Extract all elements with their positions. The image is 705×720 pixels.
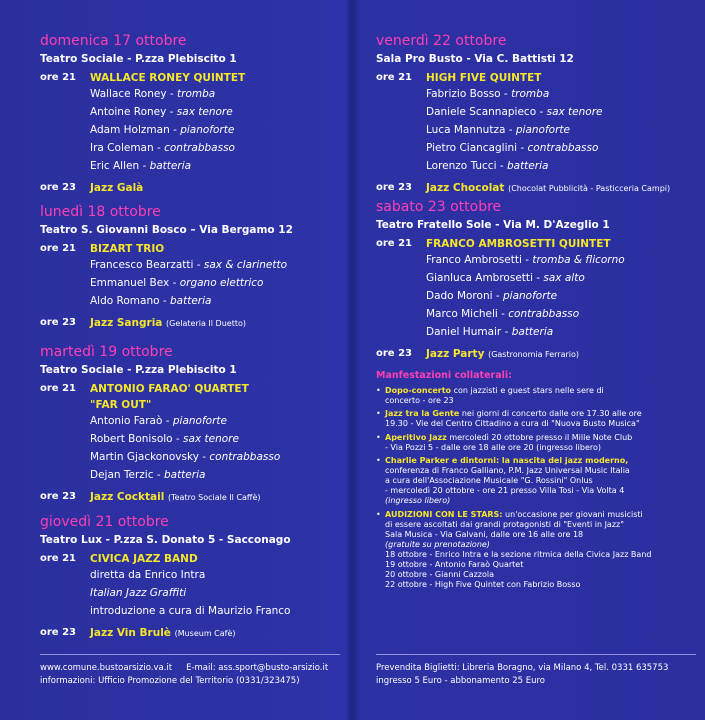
- member-instrument: pianoforte: [172, 415, 227, 427]
- venue-text: Teatro S. Giovanni Bosco – Via Bergamo 12: [40, 224, 293, 236]
- member-name: introduzione a cura di Maurizio Franco: [90, 605, 291, 617]
- member-name: Adam Holzman -: [90, 124, 181, 136]
- member-name: Dado Moroni -: [426, 290, 503, 302]
- collateral-label: Jazz tra la Gente: [385, 409, 460, 419]
- member-instrument: sax & clarinetto: [203, 259, 288, 271]
- event-time: ore 23: [376, 348, 412, 359]
- member-instrument: batteria: [506, 160, 549, 172]
- event-title: Jazz Sangria: [90, 317, 163, 329]
- member-row: [90, 433, 239, 445]
- email-link[interactable]: E-mail: ass.sport@busto-arsizio.it: [186, 663, 329, 673]
- event-name: [90, 627, 236, 639]
- day-heading: giovedì 21 ottobre: [40, 514, 169, 530]
- member-name: Luca Mannutza -: [426, 124, 516, 136]
- member-row: [90, 451, 280, 463]
- concert-time: ore 21: [376, 238, 412, 249]
- member-row: [426, 142, 598, 154]
- event-title: Jazz Party: [426, 348, 485, 360]
- collateral-line: 19 ottobre - Antonio Faraò Quartet: [385, 560, 524, 570]
- price-text: ingresso 5 Euro - abbonamento 25 Euro: [376, 676, 545, 686]
- member-row: [426, 88, 549, 100]
- collateral-label: AUDIZIONI CON LE STARS:: [385, 510, 503, 520]
- band-name: CIVICA JAZZ BAND: [90, 553, 198, 565]
- member-row: [426, 308, 579, 320]
- venue-text: Teatro Fratello Sole - Via M. D'Azeglio 1: [376, 219, 610, 231]
- event-name: [90, 182, 143, 194]
- event-name: [426, 348, 579, 360]
- collateral-line: - mercoledì 20 ottobre - ore 21 presso Villa Tosi - Via Volta 4: [385, 486, 625, 496]
- member-instrument: sax tenore: [183, 433, 239, 445]
- member-row: [90, 124, 234, 136]
- info-text: informazioni: Ufficio Promozione del Territorio (0331/323475): [40, 676, 300, 686]
- member-row: [426, 124, 570, 136]
- collateral-line: - Via Pozzi 5 - dalle ore 18 alle ore 20 (ingresso libero): [385, 442, 602, 452]
- footer-divider-left: [40, 654, 340, 655]
- member-name: Pietro Ciancaglini -: [426, 142, 528, 154]
- member-row: [90, 469, 205, 481]
- concert-time: ore 21: [40, 383, 76, 394]
- member-name: Daniele Scannapieco -: [426, 106, 547, 118]
- bullet: •: [376, 386, 381, 395]
- member-instrument: contrabbasso: [527, 142, 599, 154]
- member-name: Eric Allen -: [90, 160, 150, 172]
- collateral-first-line: [376, 510, 696, 520]
- member-row: [426, 290, 557, 302]
- member-row: [90, 605, 290, 617]
- event-title: Jazz Cocktail: [90, 491, 165, 503]
- collateral-line: conferenza di Franco Galliano, P.M. Jazz Universal Music Italia: [385, 466, 630, 476]
- member-name: Wallace Roney -: [90, 88, 178, 100]
- member-row: [90, 587, 186, 599]
- collateral-item: [376, 433, 696, 453]
- footer-left: [40, 662, 328, 688]
- collateral-line: 18 ottobre - Enrico Intra e la sezione ritmica della Civica Jazz Band: [385, 550, 652, 560]
- member-row: [90, 160, 191, 172]
- collateral-item: [376, 386, 696, 406]
- member-instrument: tromba & flicorno: [532, 254, 625, 266]
- venue-text: Teatro Sociale - P.zza Plebiscito 1: [40, 53, 237, 65]
- member-instrument: batteria: [511, 326, 554, 338]
- footer-divider-right: [376, 654, 696, 655]
- member-row: [426, 160, 548, 172]
- collateral-text: mercoledì 20 ottobre presso il Mille Note Club: [446, 432, 633, 442]
- member-row: [90, 106, 233, 118]
- band-name: BIZART TRIO: [90, 243, 165, 255]
- concert-time: ore 21: [40, 553, 76, 564]
- event-name: [426, 182, 670, 194]
- member-instrument: tromba: [511, 88, 550, 100]
- member-name: Fabrizio Bosso -: [426, 88, 512, 100]
- collateral-text: con jazzisti e guest stars nelle sere di: [451, 386, 604, 395]
- event-location: (Gastronomia Ferrario): [488, 350, 579, 359]
- event-location: (Chocolat Pubblicità - Pasticceria Campi): [508, 184, 671, 193]
- event-title: Jazz Chocolat: [426, 182, 505, 194]
- bullet: •: [376, 510, 381, 520]
- member-instrument: batteria: [149, 160, 192, 172]
- member-name: Antonio Faraò -: [90, 415, 173, 427]
- collateral-line: 20 ottobre - Gianni Cazzola: [385, 570, 495, 580]
- collateral-item: [376, 456, 696, 506]
- member-row: [90, 142, 235, 154]
- collateral-item: [376, 510, 696, 590]
- member-instrument: sax alto: [543, 272, 585, 284]
- collateral-first-line: [376, 456, 696, 466]
- bullet: •: [376, 432, 381, 442]
- collateral-first-line: [376, 433, 696, 443]
- collateral-first-line: [376, 409, 696, 419]
- member-row: [90, 569, 205, 581]
- member-row: [426, 326, 553, 338]
- band-name: FRANCO AMBROSETTI QUINTET: [426, 238, 611, 250]
- collateral-line: Sala Musica - Via Galvani, dalle ore 16 alle ore 18: [385, 530, 584, 540]
- concert-time: ore 21: [40, 72, 76, 83]
- member-instrument: pianoforte: [515, 124, 570, 136]
- day-heading: sabato 23 ottobre: [376, 199, 502, 215]
- band-name: WALLACE RONEY QUINTET: [90, 72, 246, 84]
- venue-text: Sala Pro Busto - Via C. Battisti 12: [376, 53, 574, 65]
- collateral-line: 22 ottobre - High Five Quintet con Fabrizio Bosso: [385, 580, 581, 590]
- website-link[interactable]: www.comune.bustoarsizio.va.it: [40, 663, 173, 673]
- collateral-item: [376, 409, 696, 429]
- bullet: •: [376, 409, 381, 419]
- member-instrument: contrabbasso: [508, 308, 580, 320]
- bullet: •: [376, 456, 381, 466]
- event-time: ore 23: [376, 182, 412, 193]
- day-heading: lunedì 18 ottobre: [40, 204, 161, 220]
- member-instrument: batteria: [163, 469, 206, 481]
- collateral-line: (gratuite su prenotazione): [385, 540, 490, 550]
- concert-time: ore 21: [376, 72, 412, 83]
- event-time: ore 23: [40, 491, 76, 502]
- band-name: HIGH FIVE QUINTET: [426, 72, 542, 84]
- member-instrument: contrabbasso: [209, 451, 281, 463]
- event-name: [90, 491, 260, 503]
- collateral-line: (ingresso libero): [385, 496, 451, 506]
- member-name: Ira Coleman -: [90, 142, 165, 154]
- member-row: [426, 106, 602, 118]
- band-name: ANTONIO FARAO' QUARTET: [90, 383, 249, 395]
- member-name: Daniel Humair -: [426, 326, 512, 338]
- member-row: [90, 415, 227, 427]
- collateral-first-line: [376, 386, 696, 396]
- member-instrument: sax tenore: [546, 106, 603, 118]
- member-instrument: Italian Jazz Graffiti: [90, 587, 187, 599]
- collateral-label: Charlie Parker e dintorni: la nascita del jazz moderno,: [385, 456, 629, 466]
- member-row: [90, 88, 215, 100]
- member-instrument: pianoforte: [180, 124, 235, 136]
- member-instrument: organo elettrico: [179, 277, 264, 289]
- event-name: [90, 317, 246, 329]
- footer-right: [376, 662, 668, 688]
- member-name: Antoine Roney -: [90, 106, 177, 118]
- venue-text: Teatro Lux - P.zza S. Donato 5 - Sacconago: [40, 534, 291, 546]
- member-row: [90, 259, 287, 271]
- day-heading: domenica 17 ottobre: [40, 33, 187, 49]
- member-row: [426, 254, 625, 266]
- event-title: Jazz Vin Brulè: [90, 627, 171, 639]
- collateral-line: a cura dell'Associazione Musicale "G. Rossini" Onlus: [385, 476, 593, 486]
- member-instrument: contrabbasso: [164, 142, 235, 154]
- member-instrument: sax tenore: [176, 106, 233, 118]
- collateral-label: Dopo-concerto: [385, 386, 452, 395]
- member-name: Lorenzo Tucci -: [426, 160, 507, 172]
- member-name: Martin Gjackonovsky -: [90, 451, 210, 463]
- member-name: Gianluca Ambrosetti -: [426, 272, 544, 284]
- event-title: Jazz Galà: [90, 182, 144, 194]
- presale-text: Prevendita Biglietti: Libreria Boragno, via Milano 4, Tel. 0331 635753: [376, 663, 669, 673]
- band-subtitle: "FAR OUT": [90, 399, 152, 411]
- event-time: ore 23: [40, 182, 76, 193]
- event-location: (Teatro Sociale Il Caffè): [167, 493, 261, 502]
- event-location: (Gelateria Il Duetto): [166, 319, 246, 328]
- collateral-line: concerto - ore 23: [385, 396, 454, 405]
- member-row: [90, 277, 263, 289]
- member-name: Marco Micheli -: [426, 308, 509, 320]
- collateral-line: 19.30 - Vie del Centro Cittadino a cura di "Nuova Busto Musica": [385, 419, 640, 429]
- day-heading: venerdì 22 ottobre: [376, 33, 507, 49]
- collateral-text: un'occasione per giovani musicisti: [502, 510, 643, 520]
- member-row: [90, 295, 211, 307]
- member-instrument: batteria: [169, 295, 212, 307]
- member-name: Francesco Bearzatti -: [90, 259, 204, 271]
- member-name: Dejan Terzic -: [90, 469, 164, 481]
- collateral-title: Manfestazioni collaterali:: [376, 370, 512, 381]
- member-name: Aldo Romano -: [90, 295, 170, 307]
- event-location: (Museum Cafè): [174, 629, 236, 638]
- member-instrument: pianoforte: [502, 290, 558, 302]
- event-time: ore 23: [40, 627, 76, 638]
- member-row: [426, 272, 585, 284]
- collateral-text: nei giorni di concerto dalle ore 17.30 alle ore: [459, 409, 642, 419]
- member-name: Franco Ambrosetti -: [426, 254, 533, 266]
- venue-text: Teatro Sociale - P.zza Plebiscito 1: [40, 364, 237, 376]
- collateral-label: Aperitivo Jazz: [385, 432, 447, 442]
- event-time: ore 23: [40, 317, 76, 328]
- collateral-line: di essere ascoltati dai grandi protagonisti di "Eventi in Jazz": [385, 520, 624, 530]
- member-instrument: tromba: [177, 88, 216, 100]
- member-name: Emmanuel Bex -: [90, 277, 180, 289]
- concert-time: ore 21: [40, 243, 76, 254]
- member-name: Robert Bonisolo -: [90, 433, 184, 445]
- member-name: diretta da Enrico Intra: [90, 569, 206, 581]
- day-heading: martedì 19 ottobre: [40, 344, 173, 360]
